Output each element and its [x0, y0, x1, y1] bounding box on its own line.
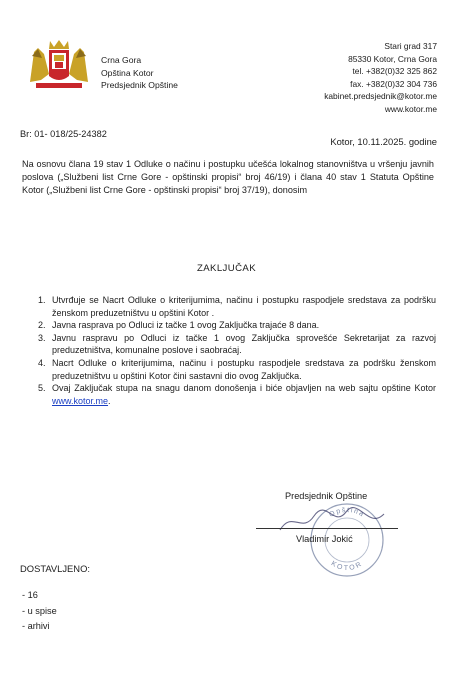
list-item: [38, 319, 436, 332]
website-line: www.kotor.me: [384, 103, 437, 114]
distribution-item: - u spise: [22, 605, 57, 616]
signatory-name: Vladimir Jokić: [296, 534, 353, 544]
stamp-bottom-text: KOTOR: [329, 560, 365, 573]
preamble-paragraph: Na osnovu člana 19 stav 1 Odluke o načinu i postupku učešća lokalnog stanovništva u vršenju javnih poslova („Službeni list Crne Gore - opštinski propisi“ broj 46/19) i člana 40 stav 1 Statuta Opštine Kotor („Službeni list Crne Gore - opštinski propisi“ broj 37/19), donosim: [22, 159, 434, 195]
document-date: Kotor, 10.11.2025. godine: [330, 136, 437, 147]
item-text: Utvrđuje se Nacrt Odluke o kriterijumima, načinu i postupku raspodjele sredstava za podršku ženskom preduzetništvu u opštini Kotor .: [52, 295, 436, 318]
website-link[interactable]: www.kotor.me: [52, 395, 109, 406]
signatory-title: Predsjednik Opštine: [285, 491, 368, 501]
organization-block: [101, 54, 178, 92]
item-number: 5.: [38, 383, 46, 394]
list-item: [38, 294, 436, 319]
address-line: Stari grad 317: [384, 41, 437, 51]
item-text: Nacrt Odluke o kriterijumima, načinu i postupku raspodjele sredstava za podršku ženskom preduzetništvu u opštini Kotor čini sastavni dio ovog Zaključka.: [52, 357, 436, 381]
municipality-name: Opština Kotor: [101, 67, 154, 78]
item-tail: .: [108, 395, 111, 406]
distribution-label: DOSTAVLJENO:: [20, 563, 90, 574]
list-item: [38, 382, 436, 407]
fax-line: fax. +382(0)32 304 736: [350, 78, 437, 89]
signature-line: [256, 528, 398, 529]
item-number: 4.: [38, 357, 46, 368]
distribution-list: [22, 588, 57, 635]
item-text: Javna rasprava po Odluci iz tačke 1 ovog Zaključka trajaće 8 dana.: [52, 320, 320, 331]
item-text: Javnu raspravu po Odluci iz tačke 1 ovog Zaključka sprovešće Sekretarijat za razvoj preduzetništva, komunalne poslove i saobraćaj.: [52, 332, 436, 356]
conclusion-list: [38, 294, 436, 407]
email-line: kabinet.predsjednik@kotor.me: [324, 91, 437, 102]
contact-block: [324, 40, 437, 116]
list-item: [38, 332, 436, 357]
document-title: ZAKLJUČAK: [196, 263, 257, 274]
postal-line: 85330 Kotor, Crna Gora: [348, 53, 437, 64]
distribution-item: - arhivi: [22, 621, 50, 632]
stamp-top-text: Opština: [328, 506, 366, 519]
phone-line: tel. +382(0)32 325 862: [352, 66, 437, 77]
office-name: Predsjednik Opštine: [101, 80, 178, 91]
item-number: 2.: [38, 320, 46, 331]
municipality-crest-logo: [28, 38, 90, 90]
reference-number: Br: 01- 018/25-24382: [20, 129, 107, 139]
item-text: Ovaj Zaključak stupa na snagu danom donošenja i biće objavljen na web sajtu opštine Kotor: [52, 383, 436, 394]
country-name: Crna Gora: [101, 55, 142, 65]
item-number: 3.: [38, 332, 46, 343]
distribution-item: - 16: [22, 590, 38, 600]
list-item: [38, 357, 436, 382]
item-number: 1.: [38, 295, 46, 305]
